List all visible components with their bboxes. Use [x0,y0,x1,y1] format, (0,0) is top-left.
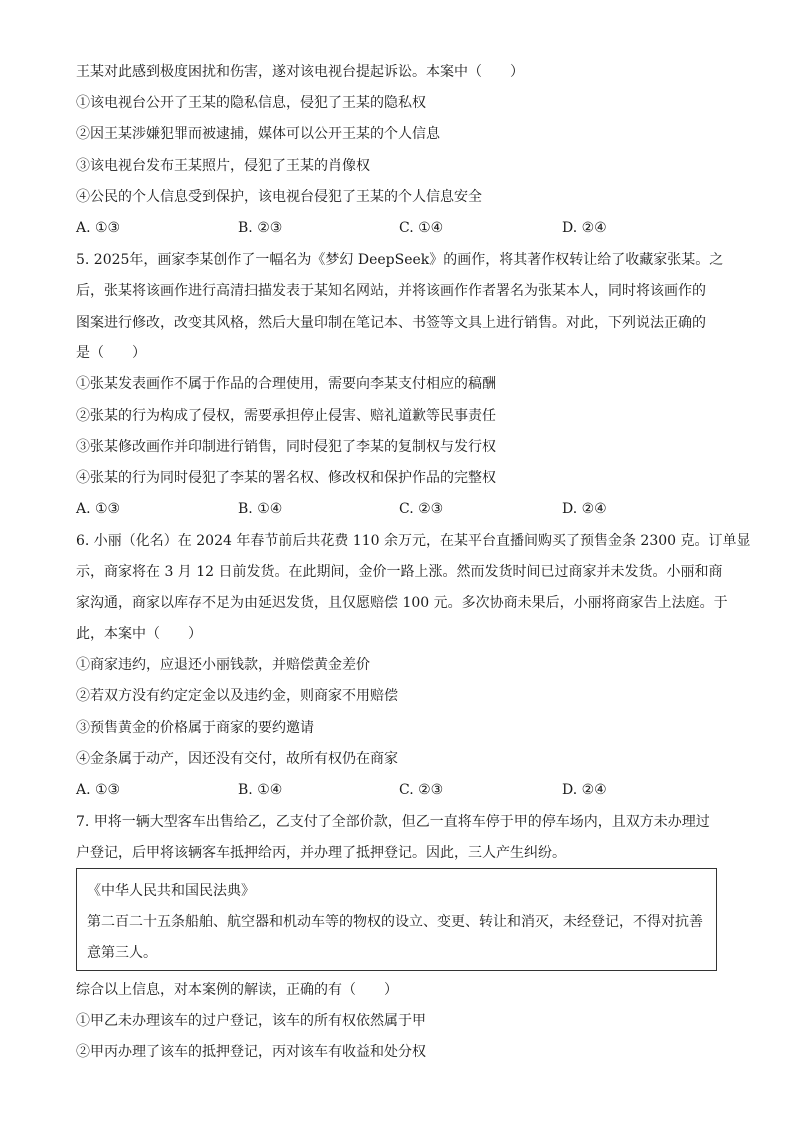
q5-statement-1: ①张某发表画作不属于作品的合理使用，需要向李某支付相应的稿酬 [76,376,496,392]
q5-stem-line-4: 是（ ） [76,345,146,361]
q7-statement-1: ①甲乙未办理该车的过户登记，该车的所有权依然属于甲 [76,1013,426,1029]
q6-statement-1: ①商家违约，应退还小丽钱款，并赔偿黄金差价 [76,657,370,673]
civil-code-article-line-2: 意第三人。 [87,945,157,961]
q6-option-a: A. ①③ [76,782,121,798]
q4-option-b: B. ②③ [238,220,283,236]
q6-statement-3: ③预售黄金的价格属于商家的要约邀请 [76,720,314,736]
q4-option-c: C. ①④ [399,220,444,236]
q4-option-d: D. ②④ [562,220,607,236]
q6-option-c: C. ②③ [399,782,444,798]
q6-stem-line-2: 示，商家将在 3 月 12 日前发货。在此期间，金价一路上涨。然而发货时间已过商家并未发货。小丽和商 [76,564,723,580]
q7-question: 综合以上信息，对本案例的解读，正确的有（ ） [76,982,398,998]
q5-stem-line-1: 5. 2025年，画家李某创作了一幅名为《梦幻 DeepSeek》的画作，将其著作权转让给了收藏家张某。之 [76,252,724,268]
q5-stem-line-3: 图案进行修改，改变其风格，然后大量印制在笔记本、书签等文具上进行销售。对此，下列说法正确的 [76,315,706,331]
civil-code-article-line-1: 第二百二十五条船舶、航空器和机动车等的物权的设立、变更、转让和消灭，未经登记，不得对抗善 [87,914,703,930]
q7-stem-line-2: 户登记，后甲将该辆客车抵押给丙，并办理了抵押登记。因此，三人产生纠纷。 [76,845,566,861]
q7-stem-line-1: 7. 甲将一辆大型客车出售给乙，乙支付了全部价款，但乙一直将车停于甲的停车场内，且双方未办理过 [76,814,710,830]
q5-option-a: A. ①③ [76,501,121,517]
q5-options [76,499,726,519]
civil-code-title: 《中华人民共和国民法典》 [87,883,255,899]
q6-stem-line-3: 家沟通，商家以库存不足为由延迟发货，且仅愿赔偿 100 元。多次协商未果后，小丽将商家告上法庭。于 [76,595,728,611]
q5-statement-2: ②张某的行为构成了侵权，需要承担停止侵害、赔礼道歉等民事责任 [76,408,496,424]
q6-stem-line-1: 6. 小丽（化名）在 2024 年春节前后共花费 110 余万元，在某平台直播间购买了预售金条 2300 克。订单显 [76,533,751,549]
q4-options [76,218,726,238]
q4-statement-2: ②因王某涉嫌犯罪而被逮捕，媒体可以公开王某的个人信息 [76,126,440,142]
q6-stem-line-4: 此，本案中（ ） [76,626,202,642]
q4-statement-3: ③该电视台发布王某照片，侵犯了王某的肖像权 [76,158,370,174]
q5-statement-3: ③张某修改画作并印制进行销售，同时侵犯了李某的复制权与发行权 [76,439,496,455]
q7-statement-2: ②甲丙办理了该车的抵押登记，丙对该车有收益和处分权 [76,1044,426,1060]
q5-stem-line-2: 后，张某将该画作进行高清扫描发表于某知名网站，并将该画作作者署名为张某本人，同时将该画作的 [76,283,706,299]
q4-statement-4: ④公民的个人信息受到保护，该电视台侵犯了王某的个人信息安全 [76,189,482,205]
q5-option-c: C. ②③ [399,501,444,517]
q6-statement-2: ②若双方没有约定定金以及违约金，则商家不用赔偿 [76,688,398,704]
q6-options [76,780,726,800]
q4-statement-1: ①该电视台公开了王某的隐私信息，侵犯了王某的隐私权 [76,95,426,111]
q6-option-d: D. ②④ [562,782,607,798]
q6-statement-4: ④金条属于动产，因还没有交付，故所有权仍在商家 [76,751,398,767]
q5-option-d: D. ②④ [562,501,607,517]
q4-option-a: A. ①③ [76,220,121,236]
civil-code-excerpt-box [76,868,717,971]
q5-option-b: B. ①④ [238,501,283,517]
q4-stem-continuation: 王某对此感到极度困扰和伤害，遂对该电视台提起诉讼。本案中（ ） [76,64,524,80]
q6-option-b: B. ①④ [238,782,283,798]
q5-statement-4: ④张某的行为同时侵犯了李某的署名权、修改权和保护作品的完整权 [76,470,496,486]
